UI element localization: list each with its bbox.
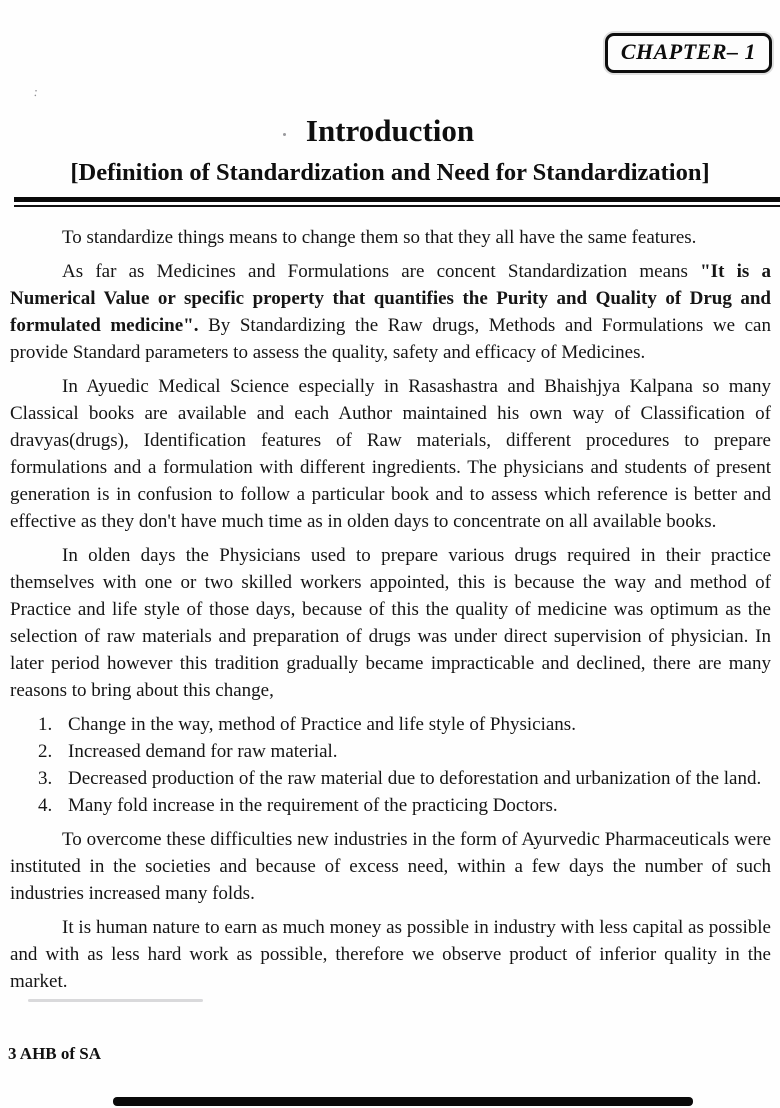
paragraph-2 — [10, 258, 771, 366]
paragraph-5: To overcome these difficulties new industries in the form of Ayurvedic Pharmaceuticals were instituted in the societies and because of excess need, within a few days the number of such industries increased many folds. — [10, 829, 771, 904]
list-item-number: 4. — [38, 795, 53, 816]
list-item — [10, 711, 771, 738]
list-item-text: Increased demand for raw material. — [68, 741, 338, 762]
list-item — [10, 738, 771, 765]
paragraph-2-bold-definition: "It is a Numerical Value or specific property that quantifies the Purity and Quality of Drug and formulated medicine". — [10, 261, 771, 336]
chapter-badge — [605, 33, 772, 73]
list-item-text: Decreased production of the raw material due to deforestation and urbanization of the land. — [68, 768, 762, 789]
header-divider — [14, 197, 780, 207]
page-subtitle: [Definition of Standardization and Need for Standardization] — [70, 159, 710, 186]
reasons-list — [10, 711, 771, 819]
paragraph-1: To standardize things means to change them so that they all have the same features. — [62, 227, 697, 248]
list-item-text: Many fold increase in the requirement of the practicing Doctors. — [68, 795, 558, 816]
paragraph-2-lead: As far as Medicines and Formulations are concent Standardization means — [62, 261, 701, 282]
paragraph-6: It is human nature to earn as much money as possible in industry with less capital as possible and with as less hard work as possible, therefore we observe product of inferior quality in the market. — [10, 917, 771, 992]
list-item — [10, 765, 771, 792]
list-item-number: 2. — [38, 741, 53, 762]
scan-edge-bar-artifact — [113, 1097, 693, 1106]
chapter-badge-label: CHAPTER– 1 — [620, 39, 756, 64]
scan-smudge-artifact — [28, 999, 203, 1002]
scan-speck-artifact: : — [33, 83, 39, 100]
paragraph-3: In Ayuedic Medical Science especially in Rasashastra and Bhaishjya Kalpana so many Classical books are available and each Author maintained his own way of Classification of dravyas(drugs), Identification features of Raw materials, different procedures to prepare formulations and a formulation with different ingredients. The physicians and students of present generation is in confusion to follow a particular book and to assess which reference is better and effective as they don't have much time as in olden days to concentrate on all available books. — [10, 376, 771, 532]
list-item-number: 3. — [38, 768, 53, 789]
page-footer-label: 3 AHB of SA — [8, 1044, 102, 1063]
list-item-number: 1. — [38, 714, 53, 735]
paragraph-4: In olden days the Physicians used to prepare various drugs required in their practice themselves with one or two skilled workers appointed, this is because the way and method of Practice and life style of those days, because of this the quality of medicine was optimum as the selection of raw materials and preparation of drugs was under direct supervision of physician. In later period however this tradition gradually became impracticable and declined, there are many reasons to bring about this change, — [10, 545, 771, 701]
paragraph-2-rest: By Standardizing the Raw drugs, Methods and Formulations we can provide Standard parameters to assess the quality, safety and efficacy of Medicines. — [10, 315, 771, 363]
list-item — [10, 792, 771, 819]
body-text — [10, 224, 771, 995]
list-item-text: Change in the way, method of Practice and life style of Physicians. — [68, 714, 576, 735]
page-title: Introduction — [305, 113, 475, 148]
